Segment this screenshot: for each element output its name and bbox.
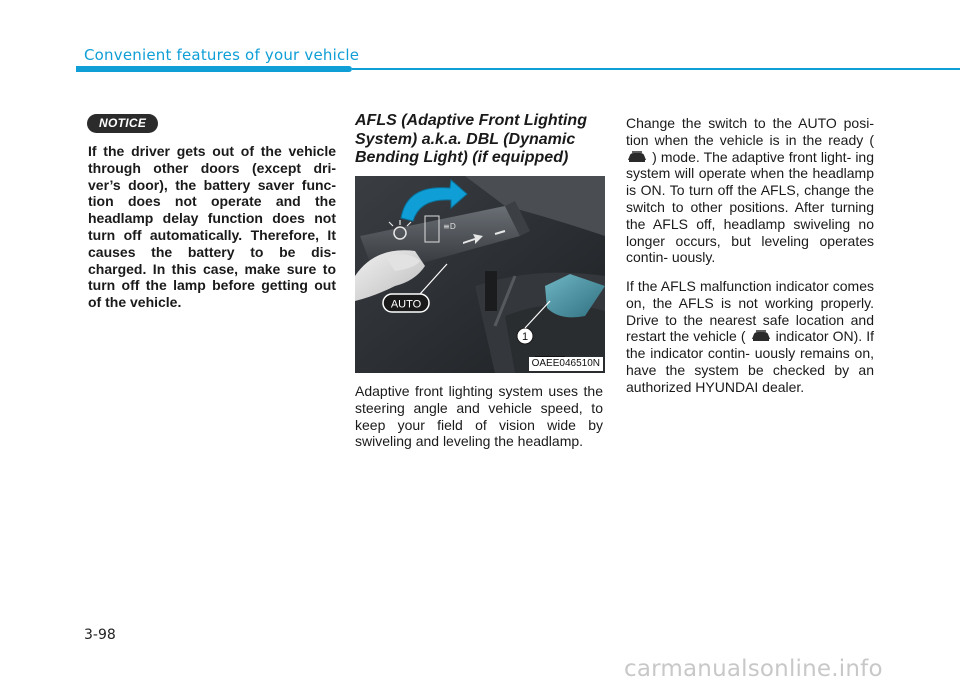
afls-malfunction-paragraph	[626, 278, 874, 396]
afls-description: Adaptive front lighting system uses the steering angle and vehicle speed, to keep your field of vision wide by swiveling and leveling the headlamp.	[355, 383, 603, 450]
para2-text-end: indicator ON). If the indicator contin- uously remains on, have the system be checked by an authorized HYUNDAI dealer.	[626, 328, 875, 395]
afls-title: AFLS (Adaptive Front Lighting System) a.k.a. DBL (Dynamic Bending Light) (if equipped)	[355, 112, 587, 166]
image-code: OAEE046510N	[529, 357, 603, 371]
notice-text: If the driver gets out of the vehicle through other doors (except dri- ver’s door), the battery saver func- tion does not operate and the headlamp delay function does not turn off automatically. Therefore, It causes the battery to be dis- charged. In this case, make sure to turn off the lamp before getting out of the vehicle.	[88, 143, 336, 311]
para2-text-start: If the AFLS malfunction indicator comes on, the AFLS is not working properly. Drive to the nearest safe location and restart the vehicle (	[626, 278, 874, 345]
watermark: carmanualsonline.info	[624, 656, 883, 682]
callout-number: 1	[521, 331, 529, 343]
ready-car-icon	[750, 329, 772, 343]
page-number: 3-98	[84, 627, 116, 643]
steering-column-illustration	[355, 176, 605, 373]
svg-text:≡D: ≡D	[443, 222, 456, 231]
afls-switch-photo	[355, 176, 605, 373]
section-header-title: Convenient features of your vehicle	[84, 46, 360, 64]
afls-instruction-paragraph	[626, 115, 874, 266]
para1-text-start: Change the switch to the AUTO posi- tion when the vehicle is in the ready (	[626, 115, 874, 148]
header-accent-bar	[76, 66, 352, 72]
notice-badge: NOTICE	[87, 114, 158, 133]
header-rule	[352, 68, 960, 70]
ready-car-icon	[626, 150, 648, 164]
auto-label: AUTO	[390, 298, 422, 311]
para1-text-end: ) mode. The adaptive front light- ing system will operate when the headlamp is ON. To turn off the AFLS, change the switch to other positions. After turning the AFLS off, headlamp swiveling no longer occurs, but leveling operates contin- uously.	[626, 148, 874, 266]
